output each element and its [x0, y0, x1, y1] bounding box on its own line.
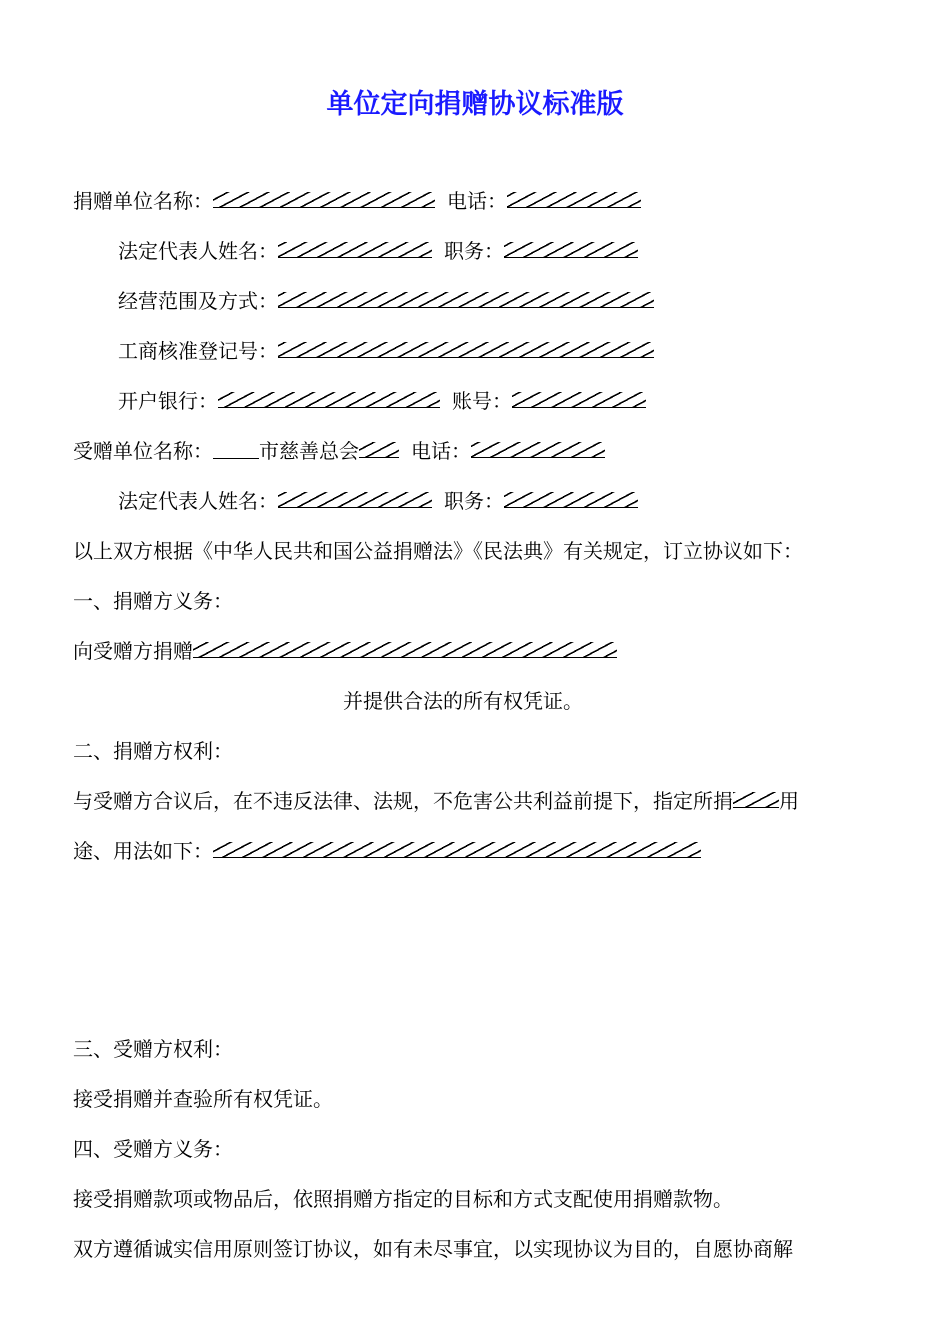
section-2-title: 二、捐赠方权利： — [73, 739, 233, 763]
section-1-line-2: 并提供合法的所有权凭证。 — [343, 689, 583, 713]
donor-phone-label: 电话： — [447, 189, 507, 213]
section-1-title: 一、捐赠方义务： — [73, 589, 233, 613]
recipient-name-row — [73, 436, 605, 466]
recipient-legal-rep-row — [118, 486, 638, 516]
bank-blank[interactable] — [218, 392, 440, 408]
registration-no-blank[interactable] — [278, 342, 654, 358]
recipient-phone-label: 电话： — [411, 439, 471, 463]
section-2-text-b: 用 — [779, 789, 799, 813]
bank-label: 开户银行： — [118, 389, 218, 413]
donation-blank[interactable] — [193, 642, 617, 658]
section-3-line-1: 接受捐赠并查验所有权凭证。 — [73, 1087, 333, 1111]
recipient-position-label: 职务： — [444, 489, 504, 513]
section-4-line-1: 接受捐赠款项或物品后，依照捐赠方指定的目标和方式支配使用捐赠款物。 — [73, 1187, 733, 1211]
donor-legal-rep-row — [118, 236, 638, 266]
recipient-legal-rep-blank[interactable] — [278, 492, 432, 508]
account-blank[interactable] — [512, 392, 646, 408]
bank-row — [118, 386, 646, 416]
recipient-position-blank[interactable] — [504, 492, 638, 508]
closing-paragraph: 双方遵循诚实信用原则签订协议，如有未尽事宜，以实现协议为目的，自愿协商解 — [73, 1237, 793, 1261]
registration-no-label: 工商核准登记号： — [118, 339, 278, 363]
recipient-name-prefix-blank[interactable] — [213, 438, 259, 459]
section-2-line-1 — [73, 786, 799, 816]
donor-legal-rep-blank[interactable] — [278, 242, 432, 258]
donor-legal-rep-label: 法定代表人姓名： — [118, 239, 278, 263]
recipient-phone-blank[interactable] — [471, 442, 605, 458]
recipient-name-label: 受赠单位名称： — [73, 439, 213, 463]
section-1-line-1 — [73, 636, 617, 666]
donor-position-blank[interactable] — [504, 242, 638, 258]
donated-item-blank[interactable] — [733, 792, 779, 808]
section-4-title: 四、受赠方义务： — [73, 1137, 233, 1161]
usage-label: 途、用法如下： — [73, 839, 213, 863]
donor-position-label: 职务： — [444, 239, 504, 263]
recipient-legal-rep-label: 法定代表人姓名： — [118, 489, 278, 513]
registration-no-row — [118, 336, 654, 366]
business-scope-label: 经营范围及方式： — [118, 289, 278, 313]
account-label: 账号： — [452, 389, 512, 413]
usage-blank[interactable] — [213, 842, 701, 858]
section-2-text-a: 与受赠方合议后，在不违反法律、法规，不危害公共利益前提下，指定所捐 — [73, 789, 733, 813]
business-scope-row — [118, 286, 654, 316]
document-title: 单位定向捐赠协议标准版 — [326, 89, 624, 120]
donor-phone-blank[interactable] — [507, 192, 641, 208]
recipient-name-blank[interactable] — [359, 442, 399, 458]
donation-label: 向受赠方捐赠 — [73, 639, 193, 663]
intro-paragraph: 以上双方根据《中华人民共和国公益捐赠法》《民法典》有关规定，订立协议如下： — [73, 539, 803, 563]
section-3-title: 三、受赠方权利： — [73, 1037, 233, 1061]
recipient-name-value: 市慈善总会 — [259, 439, 359, 463]
business-scope-blank[interactable] — [278, 292, 654, 308]
donor-name-label: 捐赠单位名称： — [73, 189, 213, 213]
section-2-line-2 — [73, 836, 701, 866]
donor-name-row — [73, 186, 641, 216]
donor-name-blank[interactable] — [213, 192, 435, 208]
